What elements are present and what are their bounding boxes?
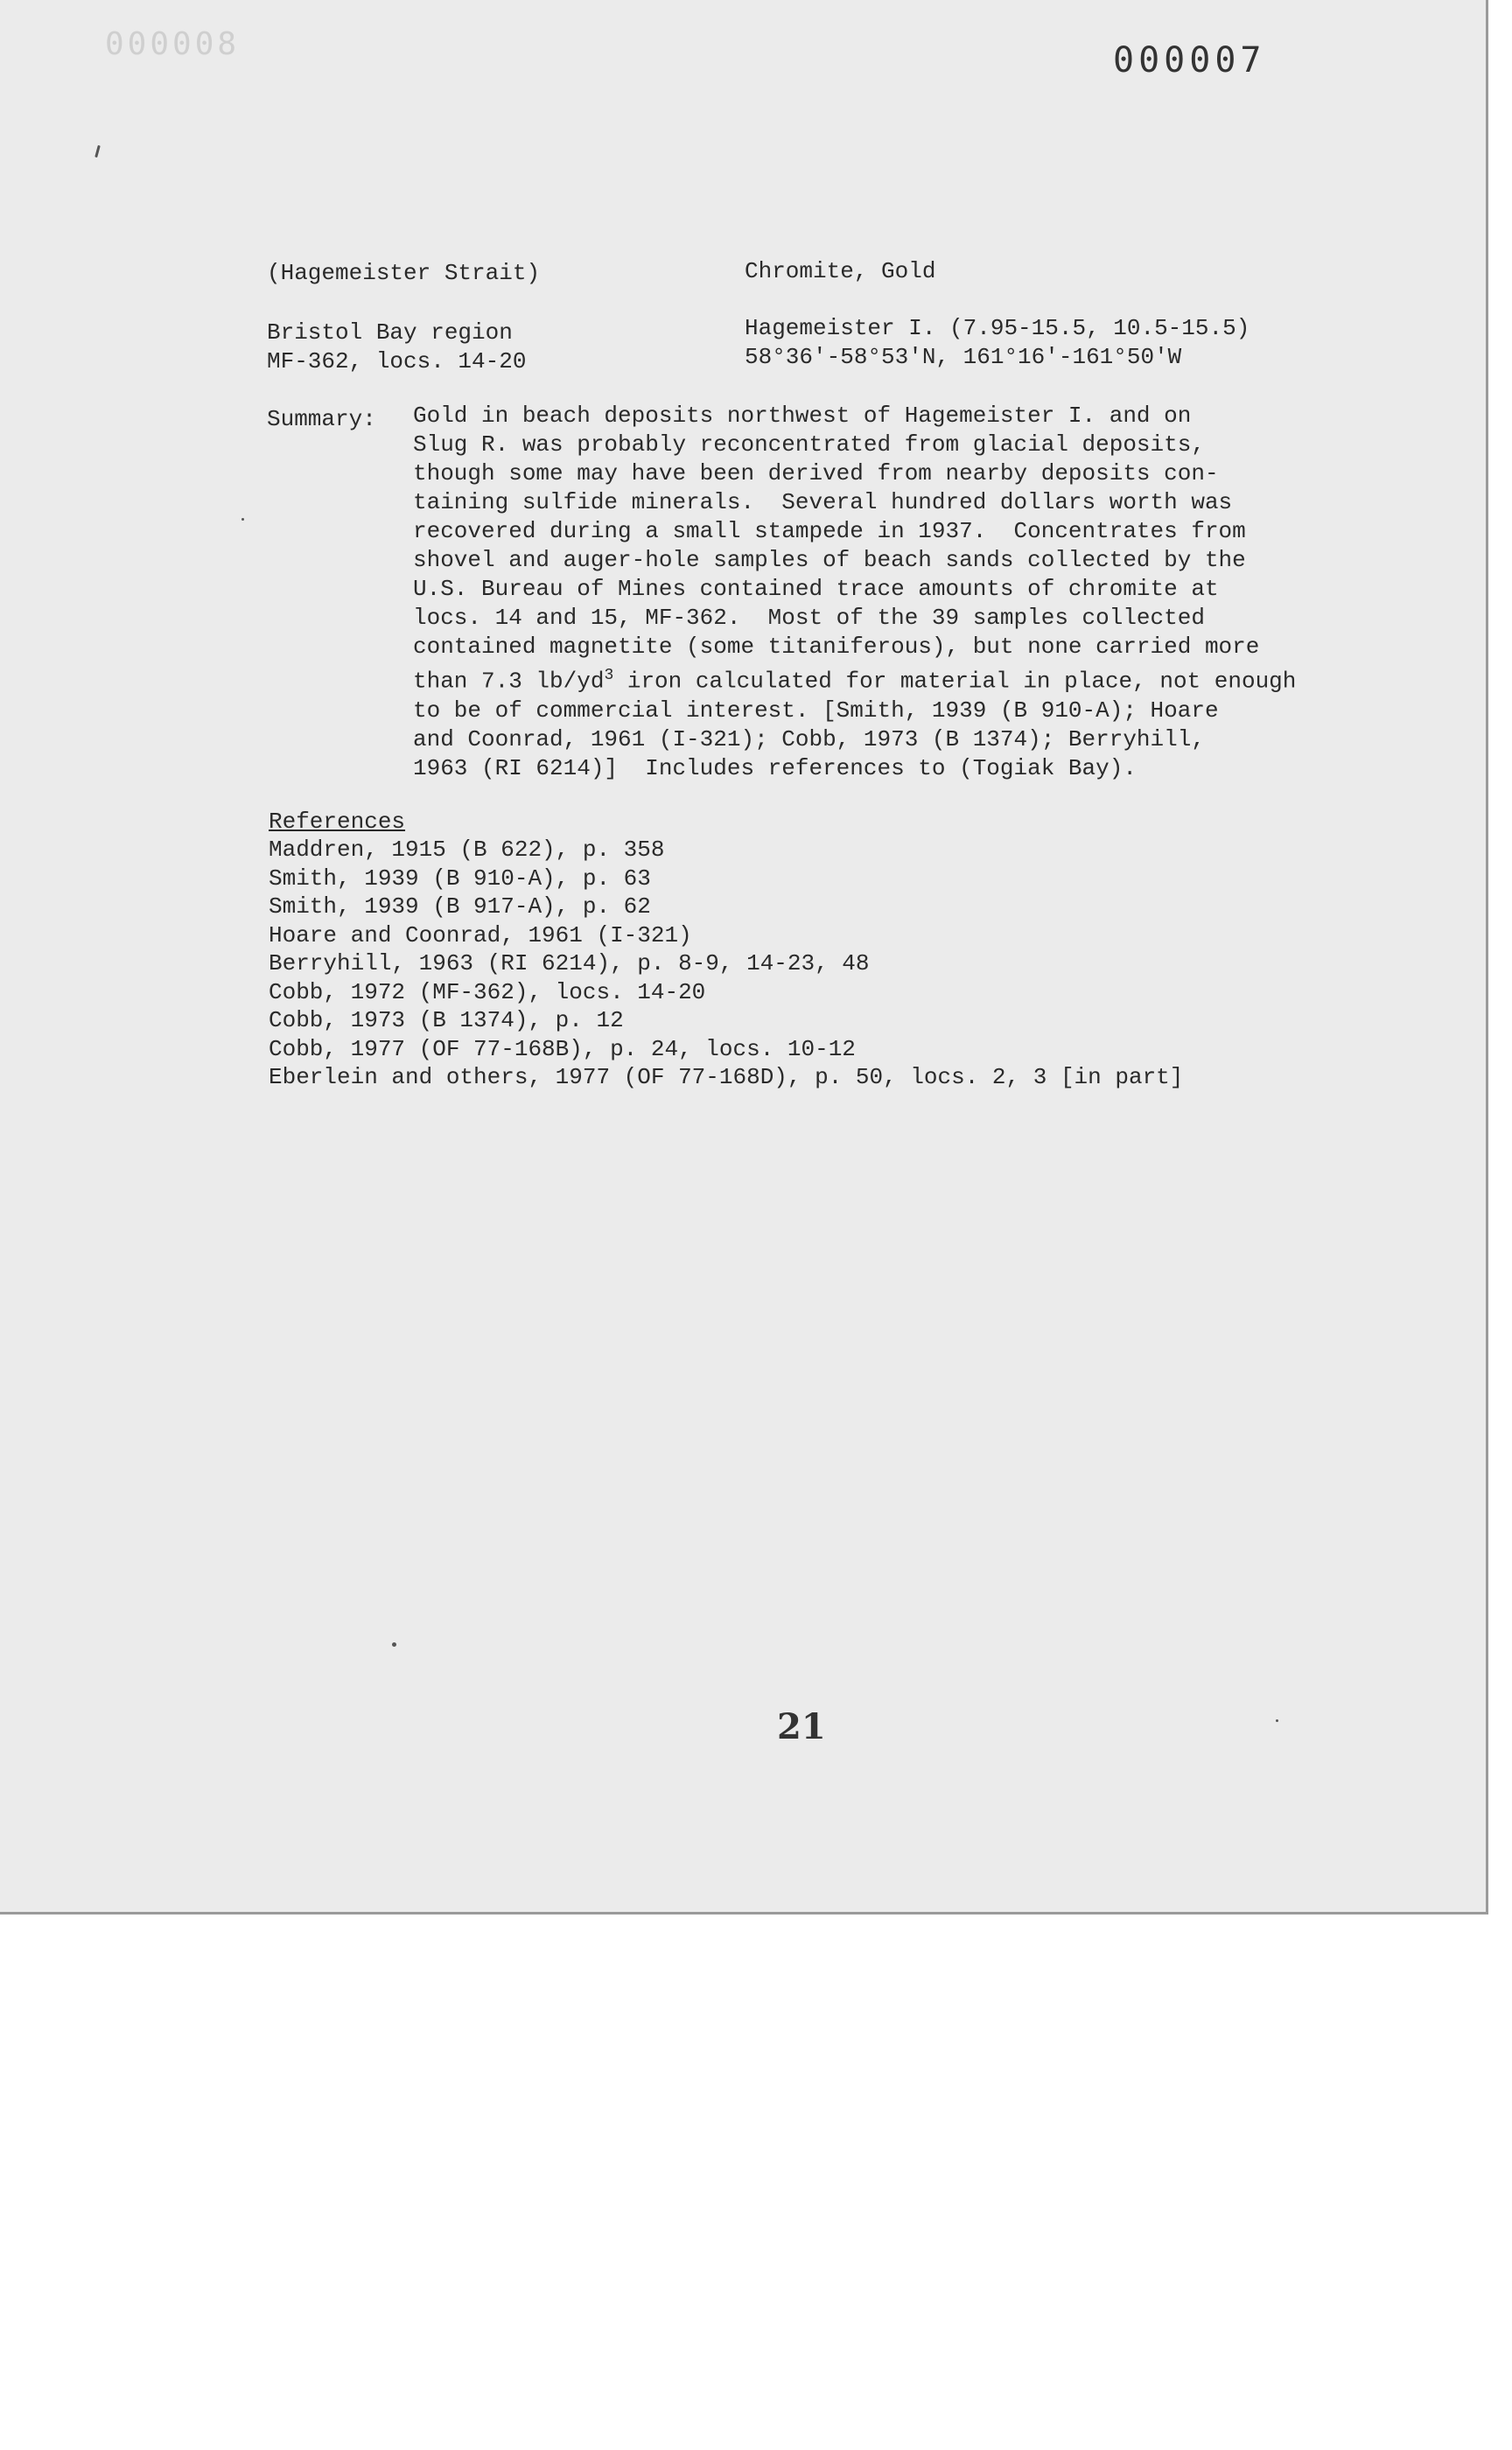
- reference-item: Smith, 1939 (B 917-A), p. 62: [269, 893, 651, 920]
- summary-line: Gold in beach deposits northwest of Hagemeister I. and on: [413, 402, 1192, 429]
- summary-line: though some may have been derived from nearby deposits con-: [413, 460, 1219, 486]
- region-label: Bristol Bay region: [267, 319, 513, 346]
- summary-line: recovered during a small stampede in 1937. Concentrates from: [413, 518, 1246, 544]
- summary-fragment: than 7.3 lb/yd: [413, 668, 605, 695]
- summary-line: and Coonrad, 1961 (I-321); Cobb, 1973 (B 1374); Berryhill,: [413, 725, 1205, 752]
- reference-item: Eberlein and others, 1977 (OF 77-168D), p. 50, locs. 2, 3 [in part]: [269, 1064, 1184, 1090]
- references-heading: References: [269, 808, 406, 835]
- summary-text: [413, 402, 1296, 783]
- summary-line: to be of commercial interest. [Smith, 1939 (B 910-A); Hoare: [413, 696, 1219, 724]
- summary-label: Summary:: [267, 406, 376, 432]
- map-locations-label: MF-362, locs. 14-20: [267, 348, 527, 374]
- quadrangle-label: Hagemeister I. (7.95-15.5, 10.5-15.5): [745, 315, 1250, 341]
- summary-line: locs. 14 and 15, MF-362. Most of the 39 samples collected: [413, 605, 1205, 631]
- page-number: 21: [777, 1706, 826, 1747]
- summary-line: contained magnetite (some titaniferous), but none carried more: [413, 634, 1260, 660]
- reference-item: Hoare and Coonrad, 1961 (I-321): [269, 921, 692, 948]
- reference-item: Cobb, 1972 (MF-362), locs. 14-20: [269, 978, 706, 1005]
- scan-speck: [242, 518, 244, 521]
- summary-line: U.S. Bureau of Mines contained trace amounts of chromite at: [413, 576, 1219, 602]
- references-list: [269, 836, 1183, 1092]
- reference-item: Berryhill, 1963 (RI 6214), p. 8-9, 14-23, 48: [269, 950, 870, 976]
- summary-line: taining sulfide minerals. Several hundred dollars worth was: [413, 489, 1233, 515]
- faint-bleedthrough-number: 000008: [105, 26, 241, 62]
- summary-line: Slug R. was probably reconcentrated from glacial deposits,: [413, 431, 1205, 458]
- reference-item: Cobb, 1973 (B 1374), p. 12: [269, 1007, 624, 1033]
- summary-line: shovel and auger-hole samples of beach sands collected by the: [413, 547, 1246, 573]
- document-number: 000007: [1113, 40, 1266, 80]
- reference-item: Cobb, 1977 (OF 77-168B), p. 24, locs. 10-12: [269, 1035, 856, 1062]
- coordinates-label: 58°36'-58°53'N, 161°16'-161°50'W: [745, 344, 1182, 370]
- scan-speck: [1276, 1719, 1278, 1722]
- summary-fragment: iron calculated for material in place, not enough: [613, 668, 1297, 695]
- summary-line: 1963 (RI 6214)] Includes references to (Togiak Bay).: [413, 754, 1137, 781]
- scan-speck: [94, 145, 101, 158]
- scan-speck: [392, 1642, 396, 1647]
- superscript: 3: [604, 667, 614, 684]
- reference-item: Maddren, 1915 (B 622), p. 358: [269, 836, 665, 863]
- summary-line: [413, 662, 1296, 696]
- reference-item: Smith, 1939 (B 910-A), p. 63: [269, 864, 651, 892]
- locality-title: (Hagemeister Strait): [267, 260, 541, 286]
- commodity-title: Chromite, Gold: [745, 258, 936, 284]
